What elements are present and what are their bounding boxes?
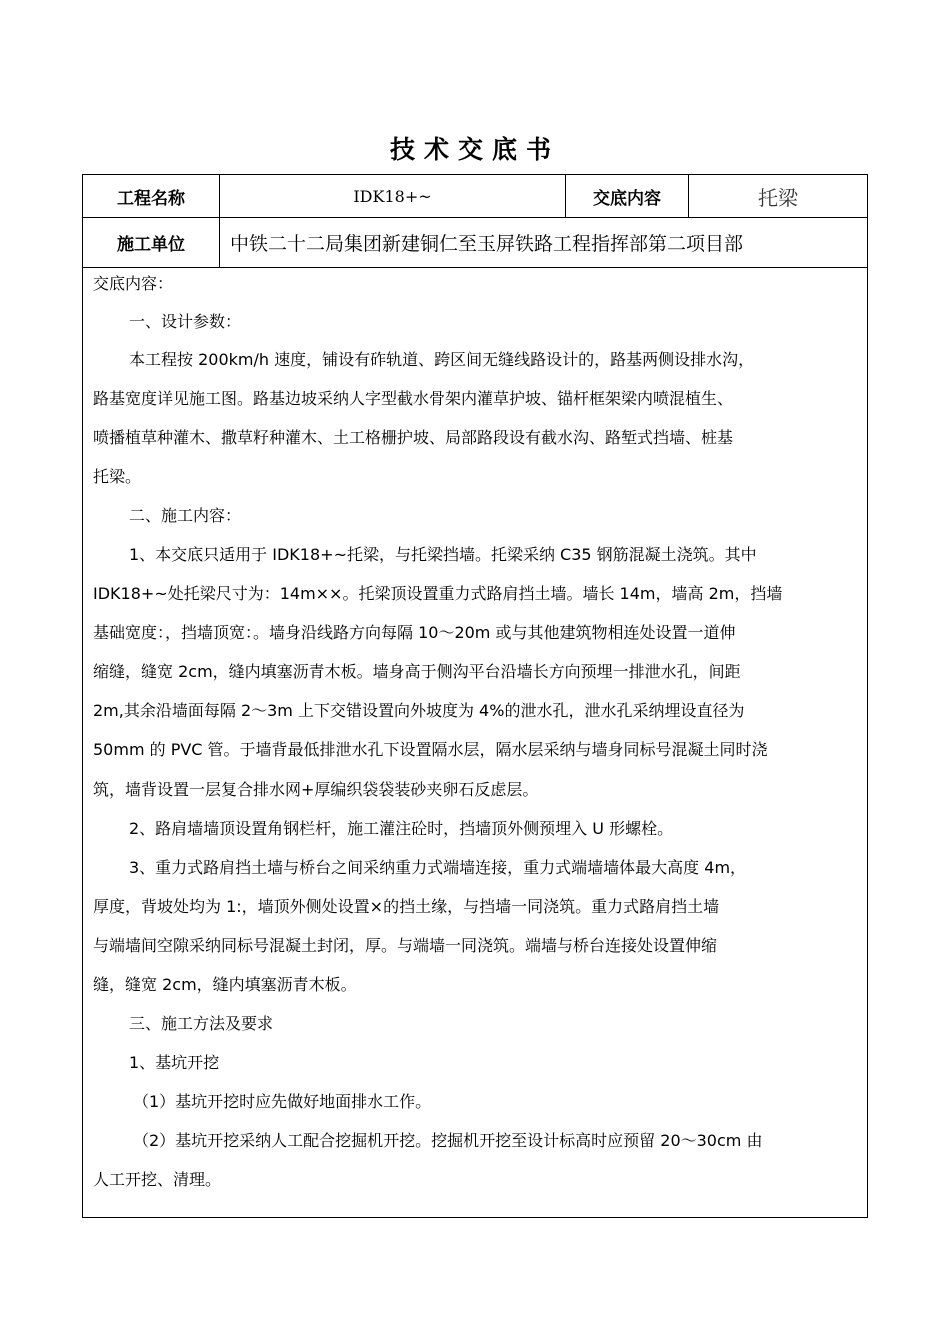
body-line: （2）基坑开挖采纳人工配合挖掘机开挖。挖掘机开挖至设计标高时应预留 20～30cm 由 [133,1131,763,1150]
content-label: 交底内容 [593,188,661,209]
body-line: 筑，墙背设置一层复合排水网+厚编织袋袋装砂夹卵石反虑层。 [93,780,539,799]
body-line: 1、基坑开挖 [129,1053,220,1072]
body-line: 与端墙间空隙采纳同标号混凝土封闭，厚。与端墙一同浇筑。端墙与桥台连接处设置伸缩 [93,936,718,955]
body-line: IDK18+~处托梁尺寸为：14m××。托梁顶设置重力式路肩挡土墙。墙长 14m，墙高 2m，挡墙 [93,584,783,603]
body-line: 缝，缝宽 2cm，缝内填塞沥青木板。 [93,975,357,994]
body-line: 路基宽度详见施工图。路基边坡采纳人字型截水骨架内灌草护坡、锚杆框架梁内喷混植生、 [93,389,734,408]
unit-label: 施工单位 [117,235,185,255]
body-line: 基础宽度：，挡墙顶宽：。墙身沿线路方向每隔 10～20m 或与其他建筑物相连处设置一道伸 [93,623,736,642]
header-row-project [83,175,867,218]
body-line: 50mm 的 PVC 管。于墙背最低排泄水孔下设置隔水层，隔水层采纳与墙身同标号混凝土同时浇 [93,740,768,759]
project-name-label: 工程名称 [117,188,185,209]
document-title: 技术交底书 [389,135,560,164]
body-line: 2、路肩墙墙顶设置角钢栏杆，施工灌注砼时，挡墙顶外侧预埋入 U 形螺栓。 [129,819,674,838]
body-line: 一、设计参数： [129,312,242,331]
body-line: （1）基坑开挖时应先做好地面排水工作。 [133,1092,432,1111]
content-value: 托梁 [758,185,798,210]
body-line: 1、本交底只适用于 IDK18+~托梁，与托梁挡墙。托梁采纳 C35 钢筋混凝土浇筑。其中 [129,545,757,564]
body-line: 喷播植草种灌木、撒草籽种灌木、土工格栅护坡、局部路段设有截水沟、路堑式挡墙、桩基 [93,428,734,447]
header-row-unit [83,218,867,268]
unit-value: 中铁二十二局集团新建铜仁至玉屏铁路工程指挥部第二项目部 [230,233,744,255]
body-line: 托梁。 [93,467,142,486]
body-line: 2m,其余沿墙面每隔 2～3m 上下交错设置向外坡度为 4%的泄水孔，泄水孔采纳埋设直径为 [93,701,745,720]
project-name-value: IDK18+~ [353,186,432,206]
body-line: 二、施工内容： [129,506,242,525]
body-line: 厚度，背坡处均为 1:，墙顶外侧处设置×的挡土缘，与挡墙一同浇筑。重力式路肩挡土墙 [93,897,720,916]
body-line: 缩缝，缝宽 2cm，缝内填塞沥青木板。墙身高于侧沟平台沿墙长方向预埋一排泄水孔，间距 [93,662,741,681]
body-line: 3、重力式路肩挡土墙与桥台之间采纳重力式端墙连接，重力式端墙墙体最大高度 4m， [129,858,747,877]
body-line: 本工程按 200km/h 速度，铺设有砟轨道、跨区间无缝线路设计的，路基两侧设排水沟， [129,350,755,369]
body-line: 人工开挖、清理。 [93,1170,222,1189]
body-line: 交底内容： [93,274,174,293]
body-line: 三、施工方法及要求 [129,1014,274,1033]
document-table [82,174,868,1218]
